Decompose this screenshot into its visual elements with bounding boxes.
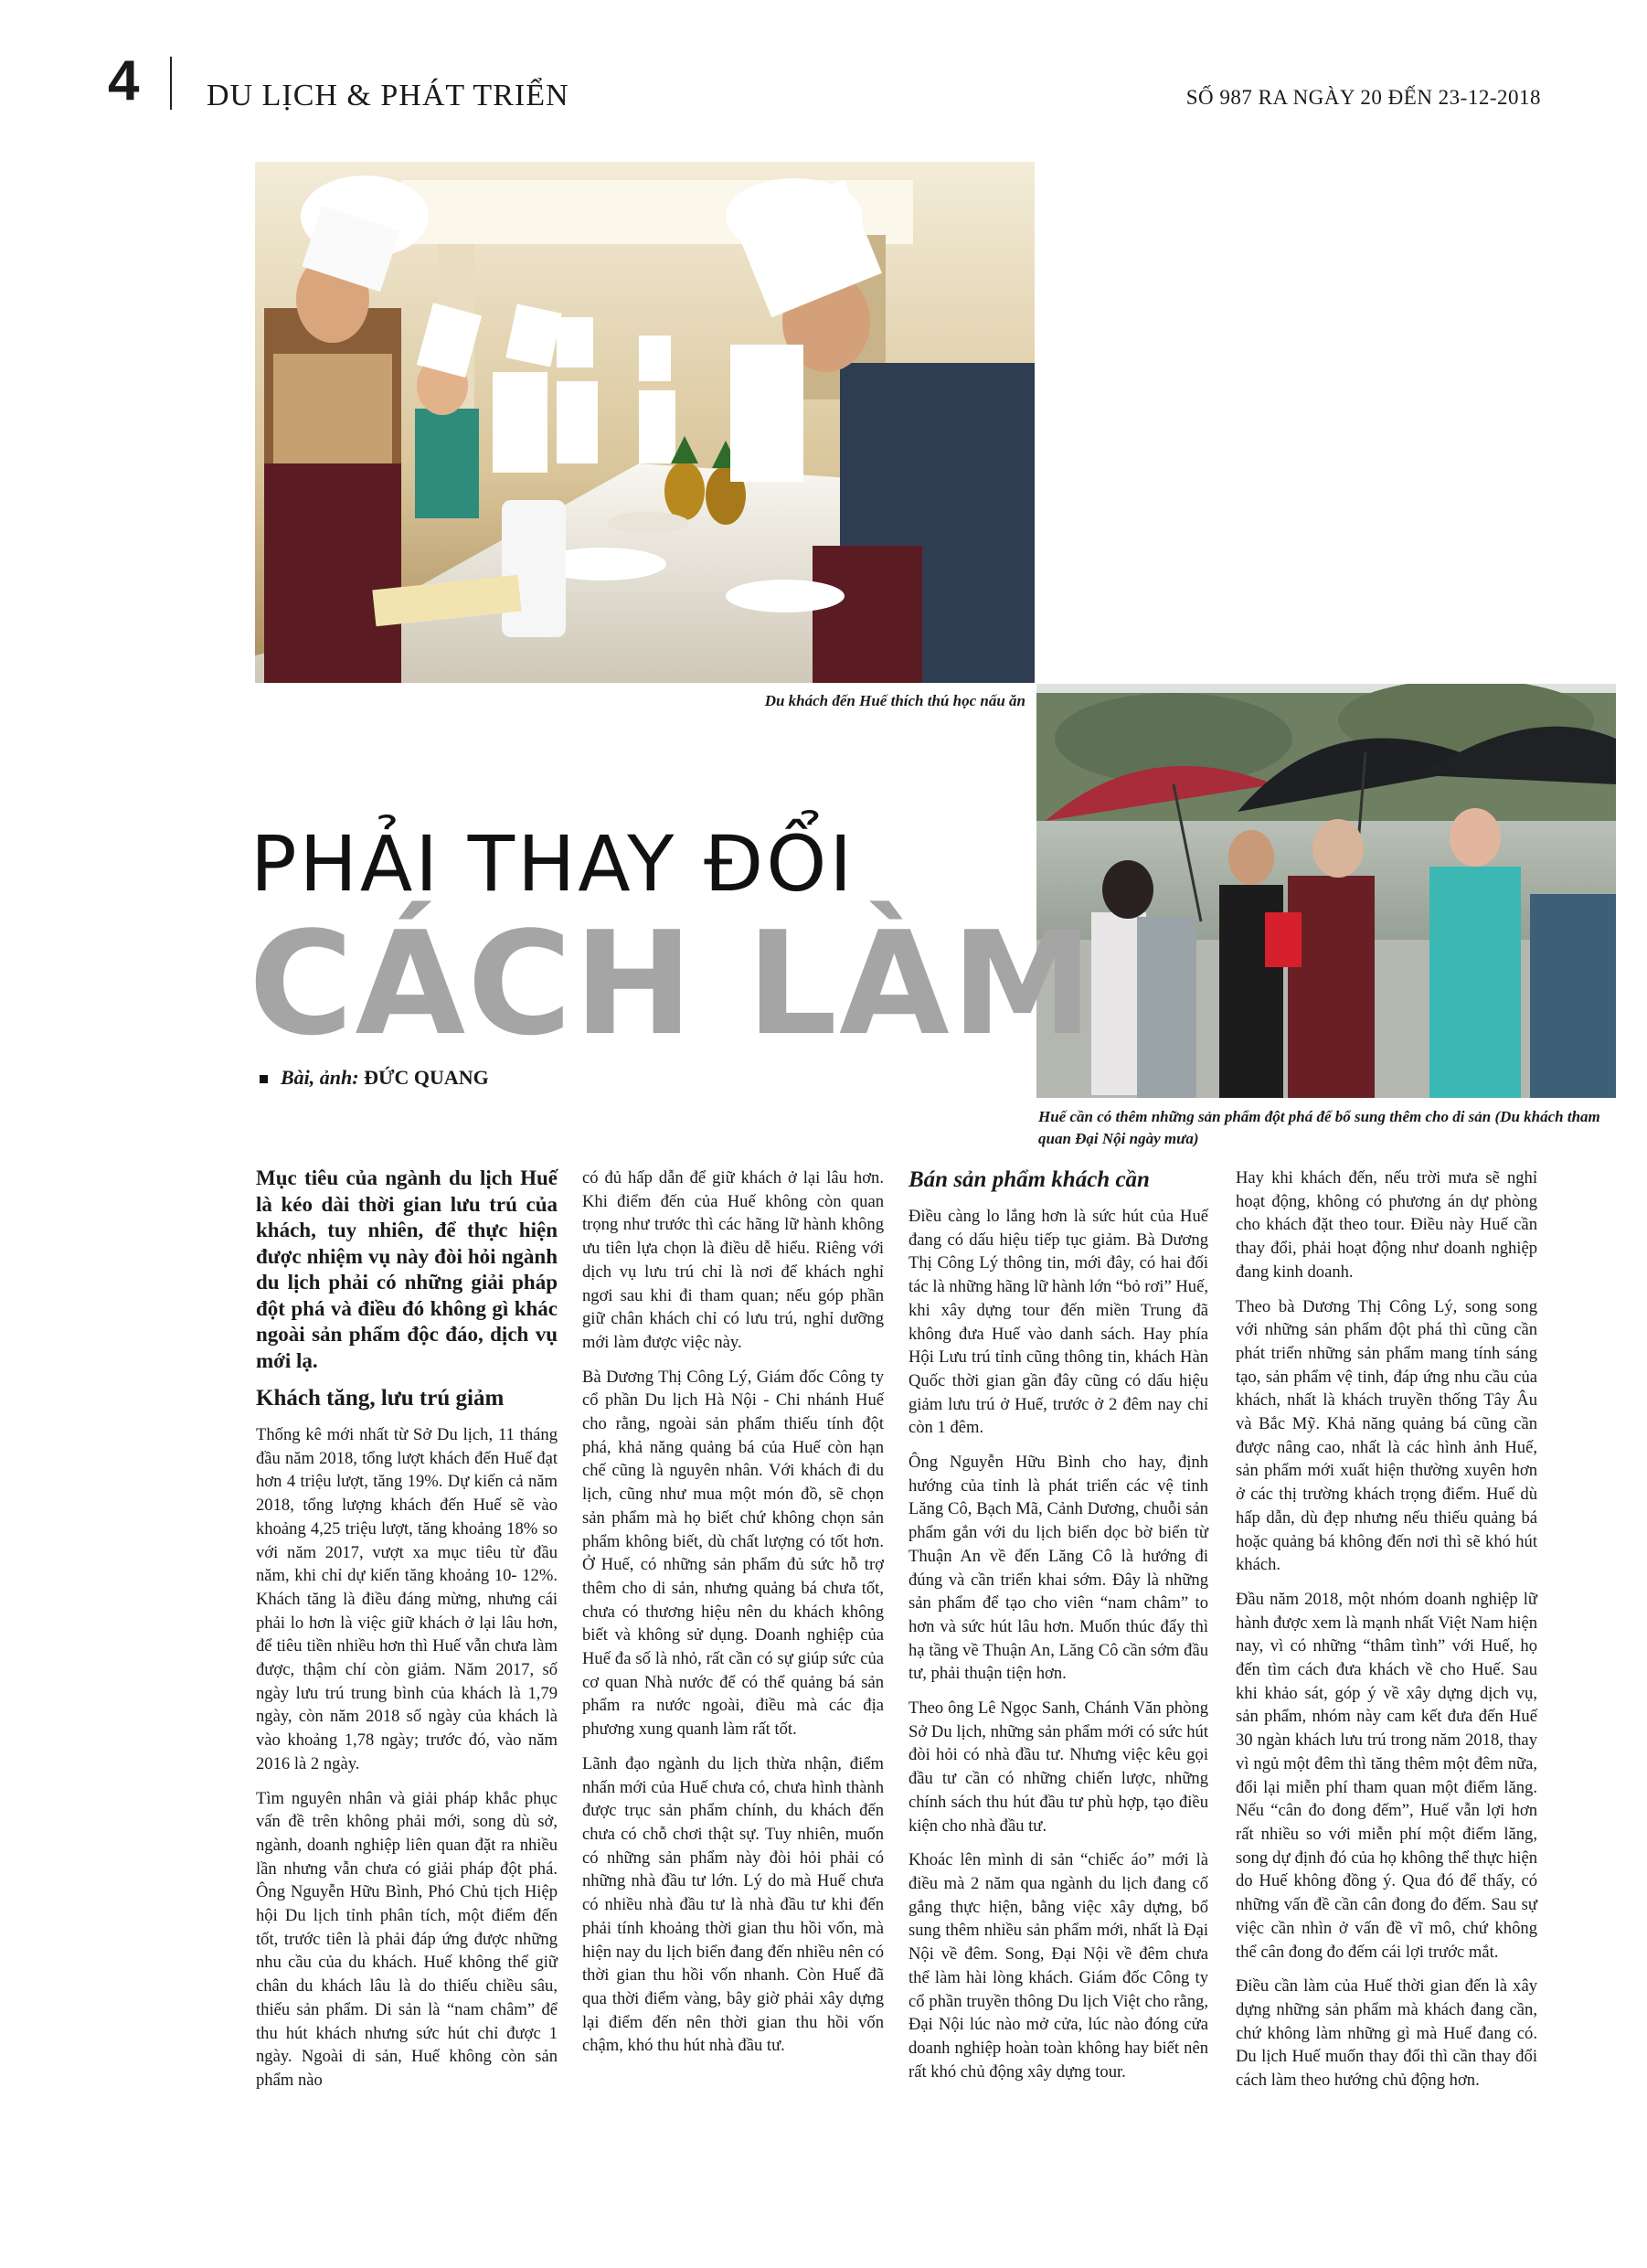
photo-cooking-class (255, 162, 1035, 683)
article-lead: Mục tiêu của ngành du lịch Huế là kéo dài thời gian lưu trú của khách, tuy nhiên, để thực hiện được nhiệm vụ này đòi hỏi ngành du lịch phải có những giải pháp đột phá và điều đó không gì khác ngoài sản phẩm độc đáo, dịch vụ mới lạ. (256, 1166, 558, 1372)
headline-line-2: CÁCH LÀM (249, 900, 1095, 1067)
paragraph: có đủ hấp dẫn để giữ khách ở lại lâu hơn. Khi điểm đến của Huế không còn quan trọng như trước thì các hãng lữ hành không ưu tiên lựa chọn là điều dễ hiểu. Riêng với dịch vụ lưu trú chỉ là nơi để khách nghỉ ngơi sau khi đi tham quan; nếu góp phần giữ chân khách chỉ có lưu trú, nghỉ dưỡng mới làm được việc này. (582, 1168, 884, 1352)
paragraph: Thống kê mới nhất từ Sở Du lịch, 11 tháng đầu năm 2018, tổng lượt khách đến Huế đạt hơn 4 triệu lượt, tăng 19%. Dự kiến cả năm 2018, tổng lượng khách đến Huế sẽ vào khoảng 4,25 triệu lượt, tăng khoảng 18% so với năm 2017, vượt xa mục tiêu từ đầu năm, khi chỉ dự kiến tăng khoảng 10- 12%. Khách tăng là điều đáng mừng, nhưng cái phải lo hơn là việc giữ khách ở lại lâu hơn, để tiêu tiền nhiều hơn thì Huế vẫn chưa làm được, thậm chí còn giảm. Năm 2017, số ngày lưu trú trung bình của khách là 1,79 ngày, còn năm 2018 số ngày của khách là vào khoảng 1,78 ngày; trước đó, vào năm 2016 là 2 ngày. (256, 1425, 558, 1773)
page-number: 4 (108, 49, 140, 112)
subhead-ban-san-pham: Bán sản phẩm khách cần (909, 1167, 1150, 1192)
paragraph: Điều càng lo lắng hơn là sức hút của Huế đang có dấu hiệu tiếp tục giảm. Bà Dương Thị Công Lý thông tin, mới đây, có hai đối tác là những hãng lữ hành lớn “bỏ rơi” Huế, khi xây dựng tour đến miền Trung đã không đưa Huế vào danh sách. Hay phía Hội Lưu trú tỉnh cũng thông tin, khách Hàn Quốc thời gian gần đây cũng có dấu hiệu giảm lưu trú ở Huế, trước ở 2 đêm nay chỉ còn 1 đêm. (909, 1207, 1208, 1438)
paragraph: Điều cần làm của Huế thời gian đến là xây dựng những sản phẩm mà khách đang cần, chứ không làm những gì mà Huế đang có. Du lịch Huế muốn thay đổi thì cần thay đổi cách làm theo hướng chủ động hơn. (1236, 1976, 1537, 2091)
paragraph: Bà Dương Thị Công Lý, Giám đốc Công ty cổ phần Du lịch Hà Nội - Chi nhánh Huế cho rằng, ngoài sản phẩm thiếu tính đột phá, khả năng quảng bá của Huế còn hạn chế cũng là nguyên nhân. Với khách đi du lịch, cũng như mua một món đồ, sẽ chọn sản phẩm mà họ biết chứ không chọn sản phẩm không biết, dù chất lượng có tốt hơn. Ở Huế, có những sản phẩm đủ sức hỗ trợ thêm cho di sản, nhưng quảng bá chưa tốt, chưa có thương hiệu nên du khách không biết và không sử dụng. Doanh nghiệp của Huế đa số là nhỏ, rất cần có sự giúp sức của cơ quan Nhà nước để có thể quảng bá sản phẩm ra nước ngoài, điều mà các địa phương xung quanh làm rất tốt. (582, 1367, 884, 1740)
paragraph: Lãnh đạo ngành du lịch thừa nhận, điểm nhấn mới của Huế chưa có, chưa hình thành được trục sản phẩm chính, du khách đến chưa có chỗ chơi thật sự. Tuy nhiên, muốn có những sản phẩm này đòi hỏi phải có những nhà đầu tư lớn. Lý do mà Huế chưa có nhiều nhà đầu tư là nhà đầu tư khi đến phải tính khoảng thời gian thu hồi vốn, mà hiện nay du lịch biển đang đến nhiều nên có thời gian thu hồi vốn nhanh. Còn Huế đã qua thời điểm vàng, bây giờ phải xây dựng lại điểm đến nên thời gian thu hồi vốn chậm, khó thu hút nhà đầu tư. (582, 1753, 884, 2056)
paragraph: Đầu năm 2018, một nhóm doanh nghiệp lữ hành được xem là mạnh nhất Việt Nam hiện nay, vì có những “thâm tình” với Huế, họ đến tìm cách đưa khách về cho Huế. Sau khi khảo sát, góp ý về xây dựng dịch vụ, sản phẩm, nhóm này cam kết đưa đến Huế 30 ngàn khách lưu trú trong năm 2018, thay vì ngủ một đêm thì tăng thêm một đêm nữa, đổi lại miễn phí tham quan một điểm lăng. Nếu “cân đo đong đếm”, Huế vẫn lợi hơn rất nhiều so với miễn phí một điểm lăng, song dự định đó của họ không thể thực hiện do Huế không đồng ý. Qua đó để thấy, có những vấn đề cần cân đong đo đếm. Sau sự việc cần nhìn ở vấn đề vĩ mô, chứ không thể cân đong đo đếm cái lợi trước mắt. (1236, 1589, 1537, 1962)
bullet-icon (260, 1075, 268, 1083)
headline-line-1: PHẢI THAY ĐỔI (250, 819, 855, 909)
paragraph: Tìm nguyên nhân và giải pháp khắc phục vấn đề trên không phải mới, song dù sở, ngành, doanh nghiệp liên quan đặt ra nhiều lần nhưng vẫn chưa có giải pháp đột phá. Ông Nguyễn Hữu Bình, Phó Chủ tịch Hiệp hội Du lịch tỉnh phân tích, một điểm đến tốt, trước tiên là phải đáp ứng được những nhu cầu của du khách. Huế không thể giữ chân du khách lâu là do thiếu chiều sâu, thiếu sản phẩm. Di sản là “nam châm” để thu hút khách nhưng sức hút chỉ được 1 ngày. Ngoài di sản, Huế không còn sản phẩm nào (256, 1788, 558, 2090)
article-column-1 (256, 1166, 558, 2103)
article-column-4 (1236, 1166, 1537, 2103)
article-column-3 (909, 1166, 1208, 2094)
photo-umbrellas (1036, 684, 1616, 1098)
paragraph: Ông Nguyễn Hữu Bình cho hay, định hướng của tỉnh là phát triển các vệ tinh Lăng Cô, Bạch Mã, Cảnh Dương, chuỗi sản phẩm gắn với du lịch biển dọc bờ biển từ Thuận An về đến Lăng Cô là hướng đi đúng và cần triển khai sớm. Đây là những sản phẩm để tạo cho viên “nam châm” to hơn và sức hút lâu hơn. Muốn thúc đẩy thì hạ tầng về Thuận An, Lăng Cô cần sớm đầu tư, phải thuận tiện hơn. (909, 1453, 1208, 1684)
paragraph: Theo ông Lê Ngọc Sanh, Chánh Văn phòng Sở Du lịch, những sản phẩm mới có sức hút đòi hỏi có nhà đầu tư. Nhưng việc kêu gọi đầu tư cần có những chiến lược, những chính sách thu hút đầu tư phù hợp, tạo điều kiện cho nhà đầu tư. (909, 1698, 1208, 1836)
header-divider (170, 57, 172, 110)
section-title: DU LỊCH & PHÁT TRIỂN (207, 79, 569, 112)
byline-author: ĐỨC QUANG (364, 1066, 489, 1089)
article-column-2 (582, 1166, 884, 2069)
paragraph: Hay khi khách đến, nếu trời mưa sẽ nghỉ hoạt động, không có phương án dự phòng cho khách đặt theo tour. Điều này Huế cần thay đổi, phải hoạt động như doanh nghiệp đang kinh doanh. (1236, 1168, 1537, 1282)
issue-info: SỐ 987 RA NGÀY 20 ĐẾN 23-12-2018 (1185, 86, 1541, 109)
photo-cooking-caption: Du khách đến Huế thích thú học nấu ăn (764, 692, 1025, 709)
subhead-khach-tang: Khách tăng, lưu trú giảm (256, 1386, 505, 1411)
byline-label: Bài, ảnh: (281, 1066, 359, 1089)
paragraph: Theo bà Dương Thị Công Lý, song song với những sản phẩm đột phá thì cũng cần phát triển những sản phẩm mang tính sáng tạo, sản phẩm vệ tinh, đáp ứng nhu cầu của khách, nhất là khách truyền thống Tây Âu và Bắc Mỹ. Khả năng quảng bá cũng cần được nâng cao, nhất là các hình ảnh Huế, sản phẩm mới xuất hiện thường xuyên hơn ở các thị trường khách trọng điểm. Huế dù hấp dẫn, dù đẹp nhưng nếu thiếu quảng bá hoặc quảng bá không đến nơi thì sẽ khó hút khách. (1236, 1296, 1537, 1575)
paragraph: Khoác lên mình di sản “chiếc áo” mới là điều mà 2 năm qua ngành du lịch đang cố gắng thực hiện, bằng việc xây dựng, bổ sung thêm nhiều sản phẩm mới, nhất là Đại Nội về đêm. Song, Đại Nội về đêm chưa thể làm hài lòng khách. Giám đốc Công ty cổ phần truyền thông Du lịch Việt cho rằng, Đại Nội lúc nào mở cửa, lúc nào đóng cửa doanh nghiệp hoàn toàn không hay biết nên rất khó chủ động xây dựng tour. (909, 1850, 1208, 2082)
byline (260, 1066, 489, 1090)
photo-umbrellas-caption: Huế cần có thêm những sản phẩm đột phá để bổ sung thêm cho di sản (Du khách tham quan Đại Nội ngày mưa) (1038, 1108, 1600, 1147)
